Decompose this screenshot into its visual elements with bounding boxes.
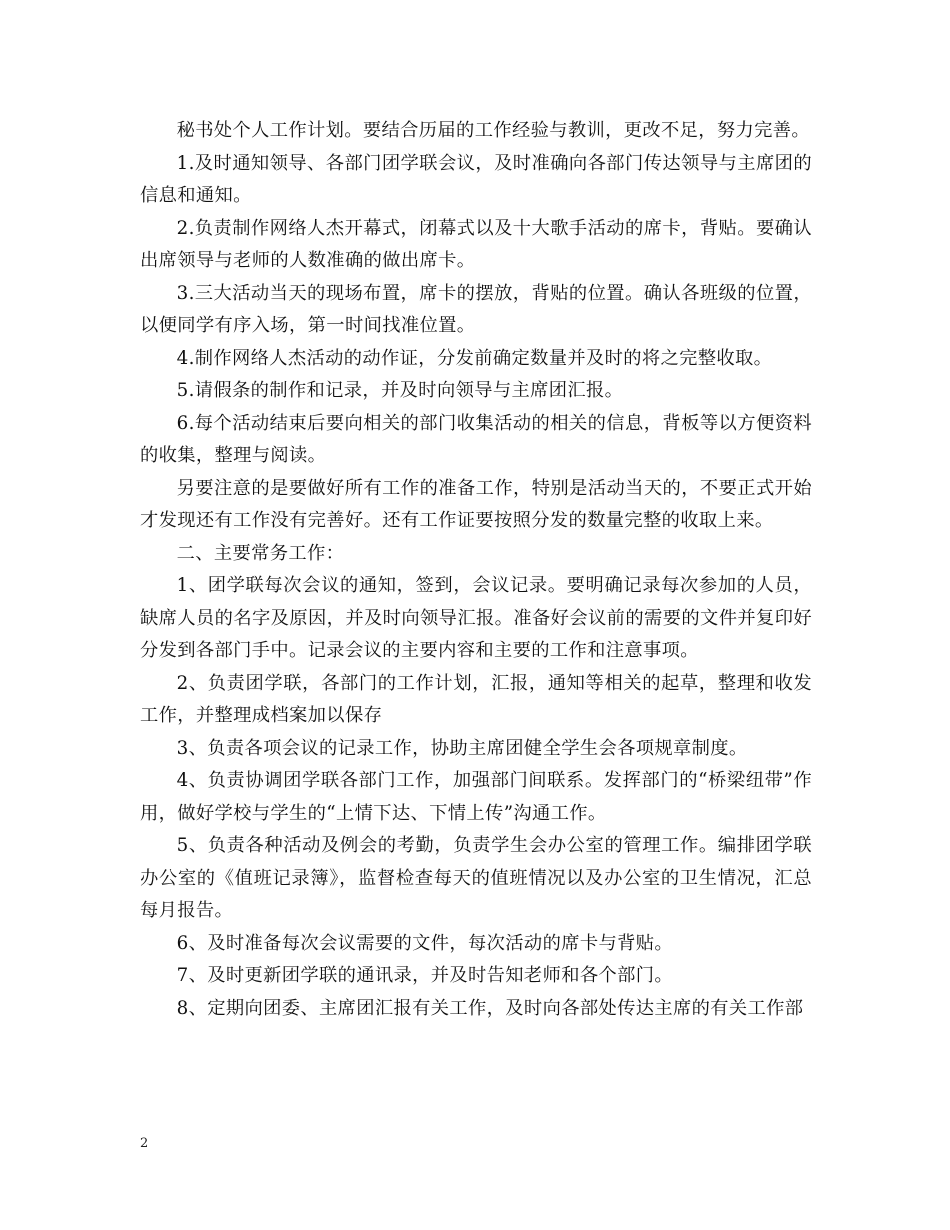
paragraph-routine-7: 7、及时更新团学联的通讯录，并及时告知老师和各个部门。	[176, 965, 673, 986]
paragraph-routine-6: 6、及时准备每次会议需要的文件，每次活动的席卡与背贴。	[176, 932, 673, 954]
paragraph-item-3: 3.三大活动当天的现场布置，席卡的摆放，背贴的位置。确认各班级的位置，以便同学有序入场，第一时间找准位置。	[140, 282, 812, 336]
paragraph-routine-2: 2、负责团学联，各部门的工作计划，汇报，通知等相关的起草，整理和收发工作，并整理成档案加以保存	[140, 672, 812, 726]
paragraph-item-4: 4.制作网络人杰活动的动作证，分发前确定数量并及时的将之完整收取。	[176, 347, 773, 369]
paragraph-routine-4: 4、负责协调团学联各部门工作，加强部门间联系。发挥部门的“桥梁纽带”作用，做好学校与学生的“上情下达、下情上传”沟通工作。	[140, 770, 812, 824]
paragraph-item-5: 5.请假条的制作和记录，并及时向领导与主席团汇报。	[176, 380, 624, 401]
section-heading-routine-work: 二、主要常务工作：	[176, 542, 345, 564]
paragraph-routine-3: 3、负责各项会议的记录工作，协助主席团健全学生会各项规章制度。	[176, 737, 748, 759]
paragraph-item-1: 1.及时通知领导、各部门团学联会议，及时准确向各部门传达领导与主席团的信息和通知。	[140, 152, 812, 206]
paragraph-note: 另要注意的是要做好所有工作的准备工作，特别是活动当天的，不要正式开始才发现还有工作没有完善好。还有工作证要按照分发的数量完整的收取上来。	[140, 477, 812, 531]
paragraph-intro: 秘书处个人工作计划。要结合历届的工作经验与教训，更改不足，努力完善。	[176, 120, 811, 141]
paragraph-item-6: 6.每个活动结束后要向相关的部门收集活动的相关的信息，背板等以方便资料的收集，整理与阅读。	[140, 412, 812, 466]
paragraph-item-2: 2.负责制作网络人杰开幕式，闭幕式以及十大歌手活动的席卡，背贴。要确认出席领导与老师的人数准确的做出席卡。	[140, 217, 812, 271]
page-number: 2	[140, 1136, 149, 1151]
paragraph-routine-5: 5、负责各种活动及例会的考勤，负责学生会办公室的管理工作。编排团学联办公室的《值班记录簿》，监督检查每天的值班情况以及办公室的卫生情况，汇总每月报告。	[140, 835, 812, 921]
document-body	[140, 115, 812, 1025]
paragraph-routine-8: 8、定期向团委、主席团汇报有关工作，及时向各部处传达主席的有关工作部	[176, 997, 804, 1019]
paragraph-routine-1: 1、团学联每次会议的通知，签到，会议记录。要明确记录每次参加的人员，缺席人员的名字及原因，并及时向领导汇报。准备好会议前的需要的文件并复印好分发到各部门手中。记录会议的主要内容和主要的工作和注意事项。	[140, 575, 812, 661]
